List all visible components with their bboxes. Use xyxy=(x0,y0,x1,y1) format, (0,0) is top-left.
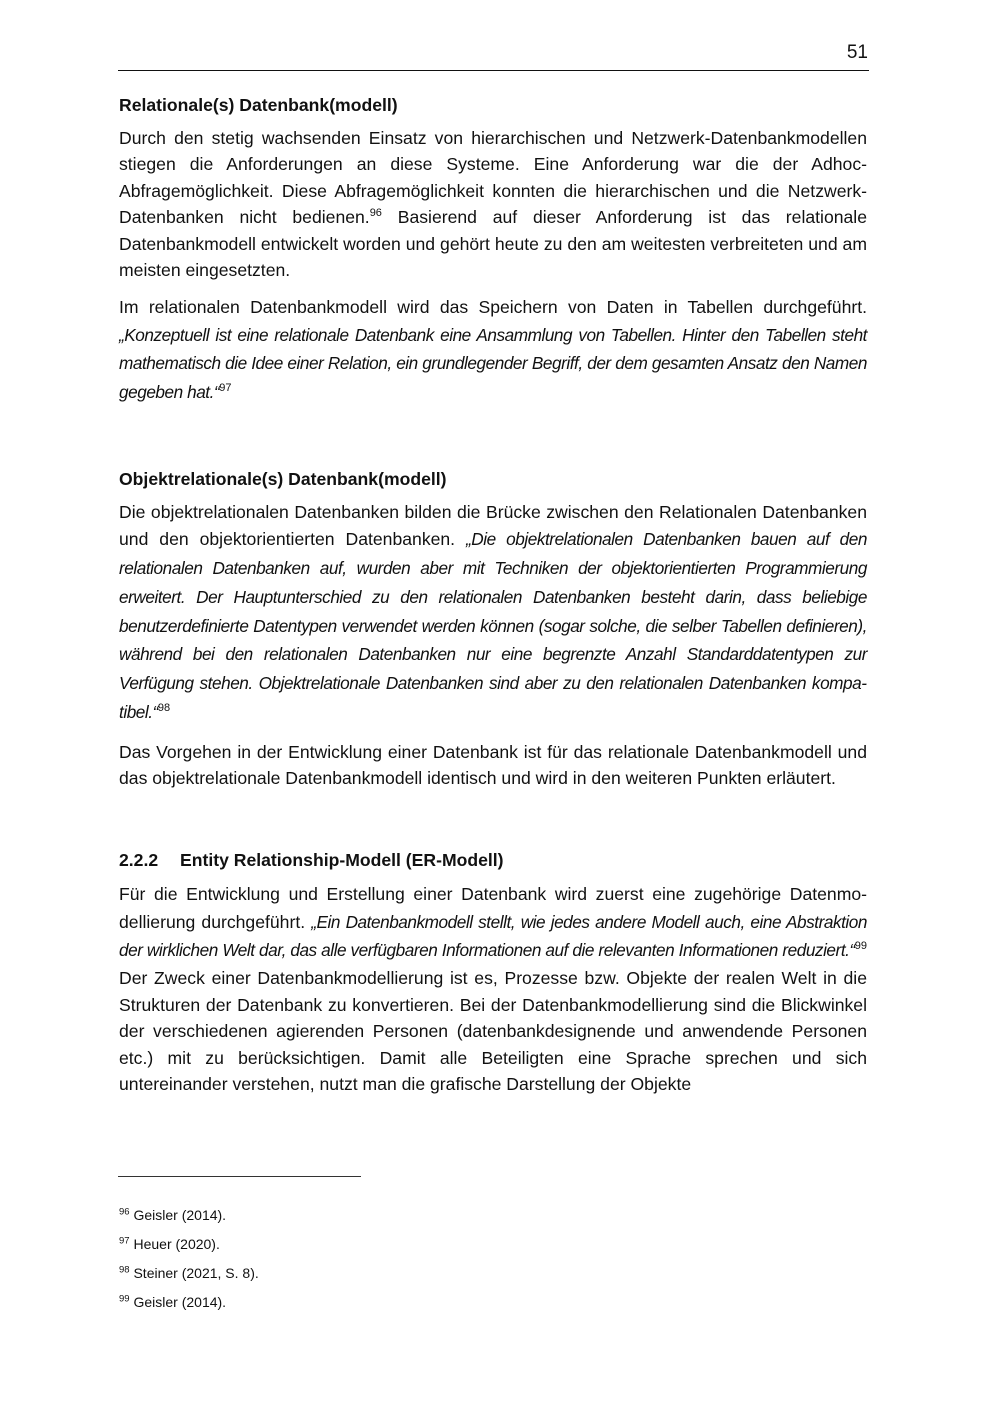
footnote-number: 97 xyxy=(119,1235,130,1247)
footnote-text: Geisler (2014). xyxy=(133,1294,227,1310)
paragraph-text: Durch den stetig wachsenden Einsatz von hierarchischen und Netzwerk-Datenbankmodellen stiegen die Anforderungen an diese Systeme. Eine Anforderung war die der Adhoc-Abfragemöglichkeit. Diese Abfragemöglichkeit konnten die hierarchischen und die Netzwerk-Datenbanken nicht bedienen. xyxy=(119,127,867,228)
section-heading-er-model xyxy=(119,847,867,873)
footnote-ref-97[interactable]: 97 xyxy=(219,382,232,395)
footnote-text: Geisler (2014). xyxy=(133,1207,227,1223)
footnote-rule xyxy=(118,1176,361,1177)
footnote-number: 96 xyxy=(119,1206,130,1218)
paragraph-relational-2 xyxy=(119,294,867,407)
footnote-ref-96[interactable]: 96 xyxy=(369,207,382,220)
footnote-number: 99 xyxy=(119,1293,130,1305)
section-heading-relational: Relationale(s) Datenbank(modell) xyxy=(119,95,398,115)
paragraph-er-model-1 xyxy=(119,881,867,1098)
quote-text: „Die objektrelationalen Datenbanken bauen auf den relationalen Datenbanken auf, wurden aber mit Techniken der objektorientierten Programmierung erweitert. Der Hauptunterschied zu den relationalen Datenbanken besteht darin, dass beliebige benutzerdefinierte Datentypen verwendet werden können (sogar solche, die selber Tabellen definieren), während bei den relationalen Datenbanken nur eine begrenzte Anzahl Standarddatentypen zur Verfügung stehen. Objektrelationale Datenbanken sind aber zu den relationalen Datenbanken kompatibel.“ xyxy=(119,529,868,722)
paragraph-text: Im relationalen Datenbankmodell wird das Speichern von Daten in Tabellen durchgeführt. xyxy=(119,297,867,318)
section-heading-object-relational: Objektrelationale(s) Datenbank(modell) xyxy=(119,469,447,490)
footnotes xyxy=(119,1206,867,1322)
paragraph-text: Die objektrelationalen Datenbanken bilden die Brücke zwischen den Relationalen Datenbanken und den objektorientierten Datenbanken. xyxy=(119,501,867,550)
footnote-number: 98 xyxy=(119,1264,130,1276)
footnote-text: Heuer (2020). xyxy=(133,1236,220,1252)
footnote-96 xyxy=(119,1206,867,1224)
paragraph-relational-1 xyxy=(119,125,867,285)
section-number: 2.2.2 xyxy=(119,849,159,870)
footnote-98 xyxy=(119,1264,867,1282)
page-body xyxy=(119,92,867,1098)
footnote-ref-99[interactable]: 99 xyxy=(854,940,867,953)
paragraph-text: Basierend auf dieser Anforderung ist das relationale Datenbankmodell entwickelt worden und gehört heute zu den am weitesten verbreiteten und am meisten eingesetzten. xyxy=(119,207,867,281)
footnote-99 xyxy=(119,1293,867,1311)
section-relational xyxy=(119,92,867,407)
paragraph-object-relational-2: Das Vorgehen in der Entwicklung einer Datenbank ist für das relationale Datenbankmodell und das objektrelationale Datenbankmodell identisch und wird in den weiteren Punkten erläutert. xyxy=(119,741,867,789)
header-rule xyxy=(118,70,869,71)
footnote-text: Steiner (2021, S. 8). xyxy=(133,1265,259,1281)
paragraph-object-relational-1 xyxy=(119,499,867,727)
quote-text: „Ein Datenbankmodell stellt, wie jedes andere Modell auch, eine Abstraktion der wirklichen Welt dar, das alle verfügbaren Informationen auf die relevanten Informationen reduziert.“ xyxy=(119,911,868,961)
footnote-ref-98[interactable]: 98 xyxy=(157,702,171,715)
paragraph-text: Für die Entwicklung und Erstellung einer Datenbank wird zuerst eine zugehörige Datenmodellierung durchgeführt. xyxy=(119,883,867,932)
page-number: 51 xyxy=(846,42,868,63)
paragraph-text: Der Zweck einer Datenbankmodellierung ist es, Prozesse bzw. Objekte der realen Welt in die Strukturen der Datenbank zu konvertieren. Bei der Datenbankmodellierung sind die Blickwinkel der verschiedenen agierenden Personen (datenbankdesignende und anwendende Personen etc.) mit zu berücksichtigen. Damit alle Beteiligten eine Sprache sprechen und sich untereinander verstehen, nutzt man die grafische Darstellung der Objekte xyxy=(119,968,867,1095)
footnote-97 xyxy=(119,1235,867,1253)
quote-text: „Konzeptuell ist eine relationale Datenbank eine Ansammlung von Tabellen. Hinter den Tabellen steht mathematisch die Idee einer Relation, ein grundlegender Begriff, der dem gesamten Ansatz den Namen gegeben hat.“ xyxy=(119,324,867,403)
section-title: Entity Relationship-Modell (ER-Modell) xyxy=(180,849,504,870)
section-object-relational xyxy=(119,466,867,792)
section-er-model xyxy=(119,847,867,1098)
